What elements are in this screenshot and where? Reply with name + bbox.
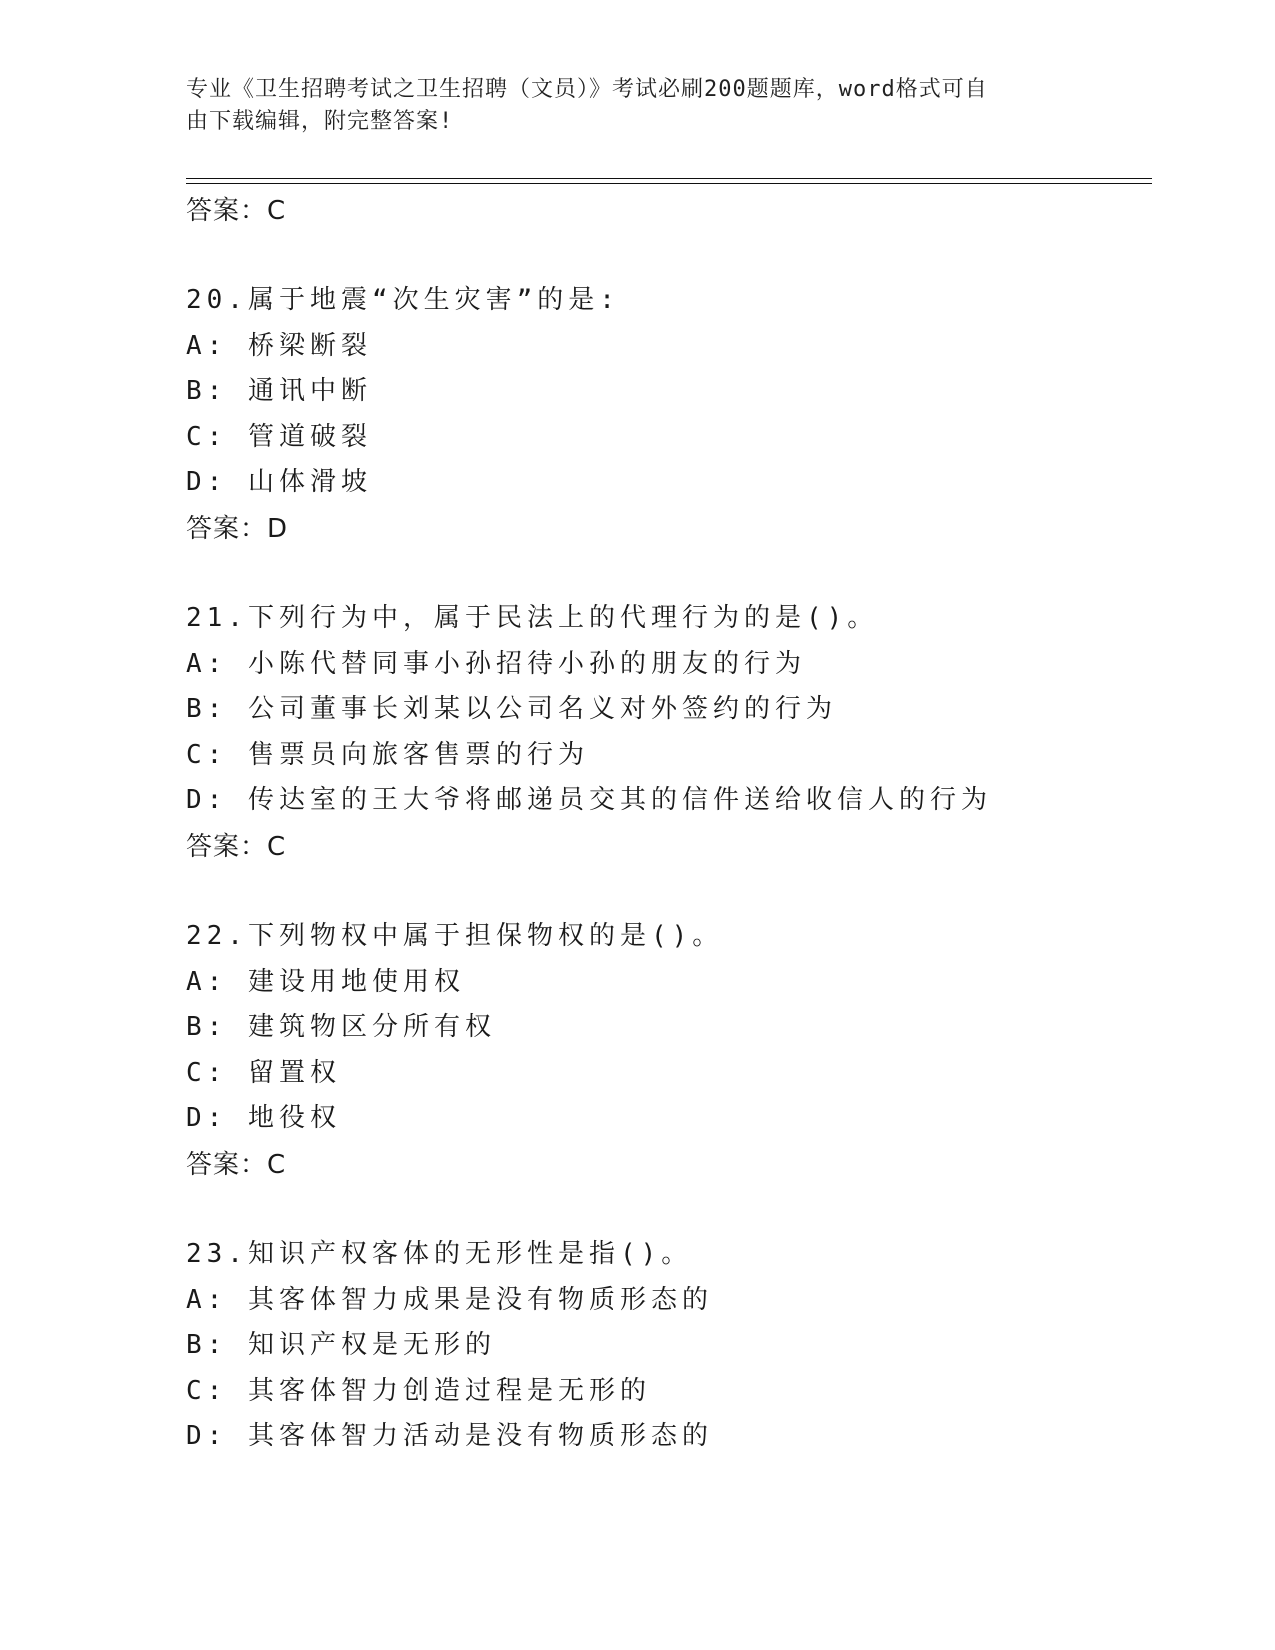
option-b: B: 通讯中断 — [186, 376, 372, 407]
option-c: C: 其客体智力创造过程是无形的 — [186, 1375, 651, 1406]
option-a: A: 小陈代替同事小孙招待小孙的朋友的行为 — [186, 648, 806, 679]
option-a: A: 建设用地使用权 — [186, 966, 465, 997]
question-stem: 21.下列行为中，属于民法上的代理行为的是()。 — [186, 602, 879, 633]
question-stem: 23.知识产权客体的无形性是指()。 — [186, 1238, 693, 1269]
option-c: C: 管道破裂 — [186, 421, 372, 452]
option-b: B: 建筑物区分所有权 — [186, 1012, 496, 1043]
question-20 — [186, 278, 1152, 552]
header-title-line-2: 由下载编辑，附完整答案! — [186, 109, 454, 134]
spacer — [186, 552, 1152, 596]
answer-20: 答案：D — [186, 513, 289, 544]
answer-21: 答案：C — [186, 831, 287, 862]
question-21 — [186, 596, 1152, 870]
answer-previous: 答案：C — [186, 196, 287, 226]
option-c: C: 留置权 — [186, 1057, 341, 1088]
spacer — [186, 234, 1152, 278]
question-22 — [186, 914, 1152, 1188]
header-title-line-1: 专业《卫生招聘考试之卫生招聘（文员）》考试必刷200题题库，word格式可自 — [186, 77, 988, 102]
option-d: D: 山体滑坡 — [186, 467, 372, 498]
option-b: B: 知识产权是无形的 — [186, 1330, 496, 1361]
document-header — [186, 74, 1066, 138]
question-23 — [186, 1232, 1152, 1460]
document-body — [186, 188, 1152, 1460]
spacer — [186, 870, 1152, 914]
spacer — [186, 1188, 1152, 1232]
option-d: D: 传达室的王大爷将邮递员交其的信件送给收信人的行为 — [186, 785, 992, 816]
answer-22: 答案：C — [186, 1149, 287, 1180]
header-divider — [186, 178, 1152, 184]
option-a: A: 其客体智力成果是没有物质形态的 — [186, 1284, 713, 1315]
question-stem: 20.属于地震“次生灾害”的是: — [186, 285, 620, 315]
question-stem: 22.下列物权中属于担保物权的是()。 — [186, 920, 724, 951]
option-d: D: 地役权 — [186, 1103, 341, 1134]
option-d: D: 其客体智力活动是没有物质形态的 — [186, 1421, 713, 1452]
option-c: C: 售票员向旅客售票的行为 — [186, 739, 589, 770]
option-b: B: 公司董事长刘某以公司名义对外签约的行为 — [186, 694, 837, 725]
option-a: A: 桥梁断裂 — [186, 330, 372, 361]
